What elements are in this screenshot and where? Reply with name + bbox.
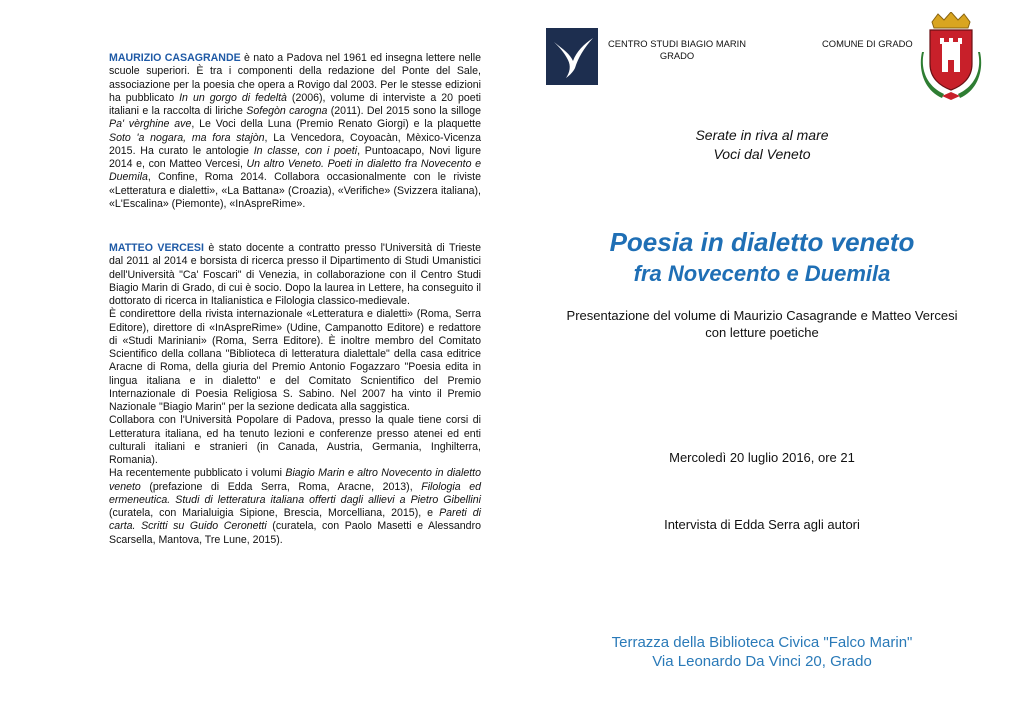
bio-vercesi-para1: MATTEO VERCESI è stato docente a contratto presso l'Università di Trieste dal 2011 al 2014 e borsista di ricerca presso il Dipartimento di Studi Umanistici dell'Università "Ca' Foscari" di Venezia, in collaborazione con il Centro Studi Biagio Marin di Grado, di cui è socio. Dopo la laurea in Lettere, ha conseguito il dottorato di ricerca in Italianistica e Filologia classico-medievale. xyxy=(109,242,482,307)
bio-vercesi xyxy=(109,242,481,547)
presentation-text: Presentazione del volume di Maurizio Casagrande e Matteo Vercesi con letture poetiche xyxy=(566,308,958,340)
book-title: Pa' vèrghine ave xyxy=(109,118,192,131)
bio-vercesi-para2: È condirettore della rivista internazionale «Letteratura e dialetti» (Roma, Serra Editore), direttore di «InAspreRime» (Udine, Campanotto Editore) e redattore di «Studi Mariniani» (Roma, Serra Editore). È inoltre membro del Comitato Scientifico della collana "Biblioteca di letteratura dialettale" della casa editrice Aracne di Roma, della giuria del Premio Antonio Fogazzaro "Poesia edita in lingua italiana e in dialetto" e del Comitato Scnientifico del Premio Internazionale di Poesia Religiosa S. Sabino. Nel 2007 ha vinto il Premio Nazionale "Biagio Marin" per la sezione dedicata alla saggistica. xyxy=(109,308,481,413)
event-subtitle: fra Novecento e Duemila xyxy=(633,261,891,286)
event-series: Serate in riva al mare Voci dal Veneto xyxy=(695,127,829,162)
book-title: Biagio Marin e altro Novecento in dialetto veneto xyxy=(109,467,481,493)
centro-studi-label: CENTRO STUDI BIAGIO MARIN GRADO xyxy=(608,38,747,61)
book-title: In classe, con i poeti xyxy=(253,144,358,157)
book-title: Un altro Veneto. Poeti in dialetto fra Novecento e Duemila xyxy=(109,158,481,184)
bio-casagrande-text: MAURIZIO CASAGRANDE è nato a Padova nel 1961 ed insegna lettere nelle scuole superiori. È tra i componenti della redazione del Ponte del Sale, associazione per la poesia che opera a Rovigo dal 2003. Per le stesse edizioni ha pubblicato In un gorgo di fedeltà (2006), volume di interviste a 20 poeti italiani e la raccolta di liriche Sofegòn carogna (2011). Del 2015 sono la silloge Pa' vèrghine ave, Le Voci della Luna (Premio Renato Giorgi) e la plaquette Soto 'a nogara, ma fora stajòn, La Vencedora, Coyoacàn, Mèxico-Vicenza 2015. Ha curato le antologie In classe, con i poeti, Puntoacapo, Novi ligure 2014 e, con Matteo Vercesi, Un altro Veneto. Poeti in dialetto fra Novecento e Duemila, Confine, Roma 2014. Collabora occasionalmente con le riviste «Letteratura e dialetti», «La Battana» (Croazia), «Verifiche» (Svizzera italiana), «L'Escalina» (Piemonte), «InAspreRime». xyxy=(109,52,482,210)
author-name: MAURIZIO CASAGRANDE xyxy=(109,52,241,64)
bio-casagrande xyxy=(109,52,481,211)
interview-note: Intervista di Edda Serra agli autori xyxy=(664,517,860,532)
bio-vercesi-para3: Collabora con l'Università Popolare di Padova, presso la quale tiene corsi di Letteratura italiana, ed ha tenuto lezioni e conferenze presso atenei ed enti culturali italiani e stranieri (in Canada, Austria, Germania, Inghilterra, Romania). xyxy=(109,414,481,466)
author-name: MATTEO VERCESI xyxy=(109,242,204,254)
book-title: Filologia ed ermeneutica. Studi di letteratura italiana offerti dagli allievi a Pietro Gibellini xyxy=(109,480,482,506)
book-title: Pareti di carta. Scritti su Guido Ceronetti xyxy=(109,507,481,533)
seagull-logo-icon xyxy=(546,28,598,85)
event-title: Poesia in dialetto veneto xyxy=(609,227,915,257)
city-crest-icon xyxy=(920,12,982,100)
comune-label: COMUNE DI GRADO xyxy=(822,38,913,49)
event-venue: Terrazza della Biblioteca Civica "Falco Marin" Via Leonardo Da Vinci 20, Grado xyxy=(611,634,913,670)
book-title: In un gorgo di fedeltà xyxy=(179,91,287,104)
event-date: Mercoledì 20 luglio 2016, ore 21 xyxy=(669,450,855,465)
book-title: Soto 'a nogara, ma fora stajòn xyxy=(109,131,265,144)
bio-vercesi-para4: Ha recentemente pubblicato i volumi Biagio Marin e altro Novecento in dialetto veneto (prefazione di Edda Serra, Roma, Aracne, 2013), Filologia ed ermeneutica. Studi di letteratura italiana offerti dagli allievi a Pietro Gibellini (curatela, con Marialuigia Sipione, Brescia, Morcelliana, 2015), e Pareti di carta. Scritti su Guido Ceronetti (curatela, con Paolo Masetti e Alessandro Scarsella, Mantova, Tre Lune, 2015). xyxy=(109,467,482,546)
book-title: Sofegòn carogna xyxy=(246,105,328,117)
